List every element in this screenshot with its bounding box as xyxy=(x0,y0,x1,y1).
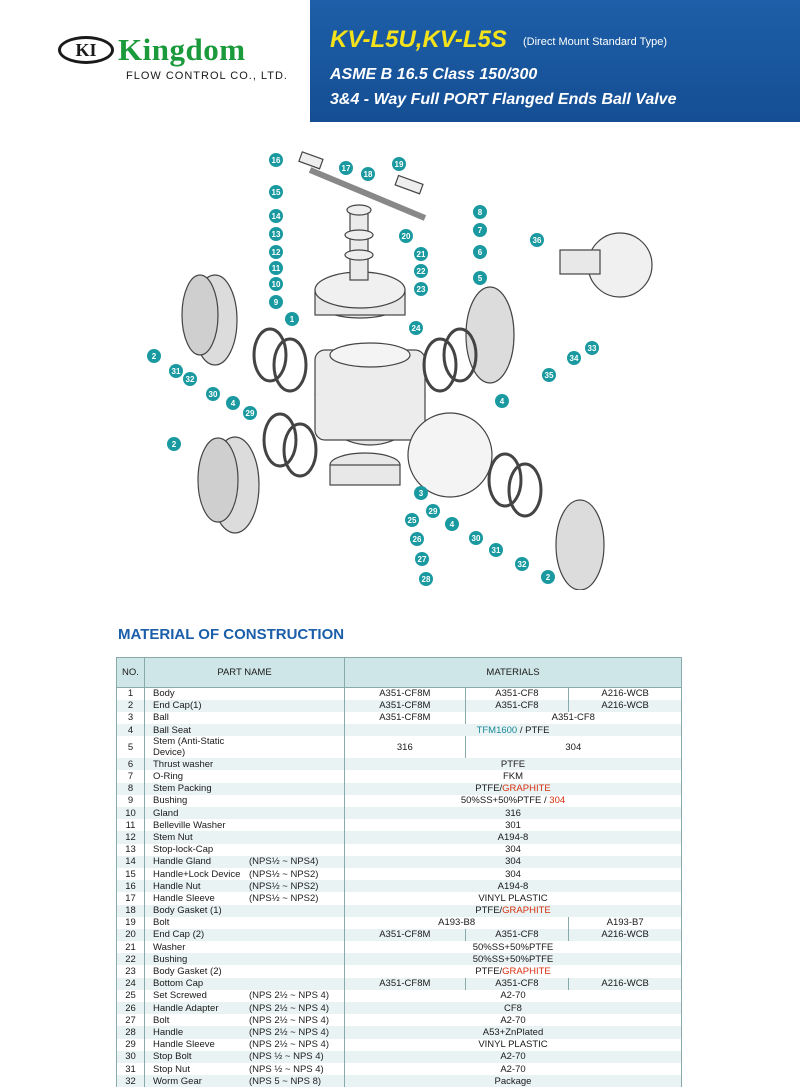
svg-text:5: 5 xyxy=(477,274,483,283)
row-part-name: Handle (NPS 2½ ~ NPS 4) xyxy=(145,1026,345,1038)
row-part-name: Handle Sleeve (NPS½ ~ NPS2) xyxy=(145,892,345,904)
row-part-name: Stem (Anti-Static Device) xyxy=(145,736,345,758)
table-row xyxy=(117,1051,682,1063)
svg-text:19: 19 xyxy=(394,160,404,169)
row-material: A194-8 xyxy=(345,831,682,843)
table-row xyxy=(117,783,682,795)
svg-text:4: 4 xyxy=(499,397,505,406)
row-material: A216-WCB xyxy=(569,688,682,700)
svg-text:22: 22 xyxy=(416,267,426,276)
row-part-name: Ball xyxy=(145,712,345,724)
row-material: A351-CF8 xyxy=(465,700,569,712)
table-row xyxy=(117,929,682,941)
row-part-name: Bushing xyxy=(145,953,345,965)
row-number: 12 xyxy=(117,831,145,843)
svg-text:21: 21 xyxy=(416,250,426,259)
svg-text:17: 17 xyxy=(341,164,351,173)
row-number: 21 xyxy=(117,941,145,953)
table-row xyxy=(117,1014,682,1026)
svg-text:30: 30 xyxy=(471,534,481,543)
row-material: PTFE/GRAPHITE xyxy=(345,965,682,977)
logo-ki-mark: KI xyxy=(58,36,114,64)
svg-text:26: 26 xyxy=(412,535,422,544)
row-material: A193-B8 xyxy=(345,917,569,929)
row-material: A351-CF8M xyxy=(345,700,466,712)
row-material: A351-CF8M xyxy=(345,929,466,941)
row-part-name: End Cap(1) xyxy=(145,700,345,712)
row-part-name: Belleville Washer xyxy=(145,819,345,831)
svg-text:3: 3 xyxy=(418,489,424,498)
table-row xyxy=(117,917,682,929)
exploded-view-diagram xyxy=(140,150,660,590)
row-number: 10 xyxy=(117,807,145,819)
table-row xyxy=(117,965,682,977)
svg-text:7: 7 xyxy=(477,226,483,235)
row-number: 23 xyxy=(117,965,145,977)
row-part-name: Stem Nut xyxy=(145,831,345,843)
row-part-name: Thrust washer xyxy=(145,758,345,770)
svg-text:18: 18 xyxy=(363,170,373,179)
row-material: PTFE/GRAPHITE xyxy=(345,783,682,795)
row-number: 19 xyxy=(117,917,145,929)
row-number: 9 xyxy=(117,795,145,807)
svg-text:29: 29 xyxy=(245,409,255,418)
row-material: A216-WCB xyxy=(569,700,682,712)
row-number: 29 xyxy=(117,1039,145,1051)
header-no: NO. xyxy=(117,658,145,688)
row-material: 50%SS+50%PTFE xyxy=(345,941,682,953)
svg-text:32: 32 xyxy=(517,560,527,569)
row-material: 316 xyxy=(345,807,682,819)
row-part-name: Bushing xyxy=(145,795,345,807)
row-number: 18 xyxy=(117,905,145,917)
table-row xyxy=(117,736,682,758)
table-row xyxy=(117,1039,682,1051)
row-material: A2-70 xyxy=(345,1063,682,1075)
row-material: A351-CF8M xyxy=(345,978,466,990)
row-material: A194-8 xyxy=(345,880,682,892)
row-number: 32 xyxy=(117,1075,145,1087)
spec-subtitle: ASME B 16.5 Class 150/300 xyxy=(330,66,538,83)
table-row xyxy=(117,1063,682,1075)
table-row xyxy=(117,953,682,965)
row-part-name: Gland xyxy=(145,807,345,819)
row-number: 22 xyxy=(117,953,145,965)
row-material: VINYL PLASTIC xyxy=(345,892,682,904)
table-row xyxy=(117,795,682,807)
row-number: 2 xyxy=(117,700,145,712)
logo-subtitle: FLOW CONTROL CO., LTD. xyxy=(126,70,288,82)
table-row xyxy=(117,1026,682,1038)
row-number: 24 xyxy=(117,978,145,990)
row-material: 50%SS+50%PTFE xyxy=(345,953,682,965)
row-part-name: Washer xyxy=(145,941,345,953)
row-part-name: Stop Bolt (NPS ½ ~ NPS 4) xyxy=(145,1051,345,1063)
row-part-name: Bolt (NPS 2½ ~ NPS 4) xyxy=(145,1014,345,1026)
row-number: 7 xyxy=(117,770,145,782)
row-part-name: Set Screwed (NPS 2½ ~ NPS 4) xyxy=(145,990,345,1002)
svg-text:33: 33 xyxy=(587,344,597,353)
row-material: A216-WCB xyxy=(569,929,682,941)
table-header-row xyxy=(117,658,682,688)
svg-text:11: 11 xyxy=(271,264,281,273)
row-number: 27 xyxy=(117,1014,145,1026)
row-part-name: Body Gasket (2) xyxy=(145,965,345,977)
row-material: 304 xyxy=(465,736,681,758)
row-material: 304 xyxy=(345,868,682,880)
table-row xyxy=(117,844,682,856)
row-material: 304 xyxy=(345,844,682,856)
svg-text:1: 1 xyxy=(289,315,295,324)
svg-text:12: 12 xyxy=(271,248,281,257)
row-material: PTFE/GRAPHITE xyxy=(345,905,682,917)
svg-text:16: 16 xyxy=(271,156,281,165)
product-subtitle: 3&4 - Way Full PORT Flanged Ends Ball Valve xyxy=(330,91,677,108)
table-row xyxy=(117,831,682,843)
table-row xyxy=(117,1002,682,1014)
row-part-name: Stem Packing xyxy=(145,783,345,795)
table-row xyxy=(117,712,682,724)
svg-text:31: 31 xyxy=(171,367,181,376)
svg-text:30: 30 xyxy=(208,390,218,399)
row-material: A351-CF8M xyxy=(345,712,466,724)
row-number: 1 xyxy=(117,688,145,700)
row-number: 11 xyxy=(117,819,145,831)
svg-text:24: 24 xyxy=(411,324,421,333)
row-material: CF8 xyxy=(345,1002,682,1014)
table-row xyxy=(117,700,682,712)
row-part-name: Body Gasket (1) xyxy=(145,905,345,917)
row-number: 3 xyxy=(117,712,145,724)
svg-text:35: 35 xyxy=(544,371,554,380)
svg-text:20: 20 xyxy=(401,232,411,241)
row-number: 13 xyxy=(117,844,145,856)
row-number: 20 xyxy=(117,929,145,941)
row-material: A351-CF8 xyxy=(465,978,569,990)
header-materials: MATERIALS xyxy=(345,658,682,688)
svg-text:32: 32 xyxy=(185,375,195,384)
row-material: VINYL PLASTIC xyxy=(345,1039,682,1051)
row-number: 4 xyxy=(117,724,145,736)
row-material: Package xyxy=(345,1075,682,1087)
table-row xyxy=(117,941,682,953)
row-part-name: Handle Nut (NPS½ ~ NPS2) xyxy=(145,880,345,892)
svg-text:14: 14 xyxy=(271,212,281,221)
row-material: A2-70 xyxy=(345,1051,682,1063)
row-number: 15 xyxy=(117,868,145,880)
row-material: A2-70 xyxy=(345,990,682,1002)
row-part-name: Ball Seat xyxy=(145,724,345,736)
model-note: (Direct Mount Standard Type) xyxy=(523,36,668,48)
row-number: 8 xyxy=(117,783,145,795)
row-part-name: Stop Nut (NPS ½ ~ NPS 4) xyxy=(145,1063,345,1075)
header-part-name: PART NAME xyxy=(145,658,345,688)
table-row xyxy=(117,856,682,868)
table-row xyxy=(117,892,682,904)
svg-text:27: 27 xyxy=(417,555,427,564)
header-banner xyxy=(0,0,800,122)
row-material: A216-WCB xyxy=(569,978,682,990)
table-row xyxy=(117,819,682,831)
row-number: 14 xyxy=(117,856,145,868)
row-material: A53+ZnPlated xyxy=(345,1026,682,1038)
row-part-name: End Cap (2) xyxy=(145,929,345,941)
row-material: 304 xyxy=(345,856,682,868)
svg-text:36: 36 xyxy=(532,236,542,245)
row-material: PTFE xyxy=(345,758,682,770)
row-material: FKM xyxy=(345,770,682,782)
svg-text:13: 13 xyxy=(271,230,281,239)
row-material: TFM1600 / PTFE xyxy=(345,724,682,736)
row-number: 25 xyxy=(117,990,145,1002)
row-material: A351-CF8 xyxy=(465,712,681,724)
table-row xyxy=(117,880,682,892)
row-part-name: O-Ring xyxy=(145,770,345,782)
row-part-name: Body xyxy=(145,688,345,700)
row-material: A351-CF8 xyxy=(465,688,569,700)
svg-text:31: 31 xyxy=(491,546,501,555)
row-part-name: Bolt xyxy=(145,917,345,929)
row-number: 30 xyxy=(117,1051,145,1063)
table-row xyxy=(117,905,682,917)
section-title: MATERIAL OF CONSTRUCTION xyxy=(118,626,345,643)
row-part-name: Stop-lock-Cap xyxy=(145,844,345,856)
row-material: A193-B7 xyxy=(569,917,682,929)
svg-text:2: 2 xyxy=(545,573,551,582)
table-row xyxy=(117,688,682,700)
logo-name: Kingdom xyxy=(118,32,246,67)
table-row xyxy=(117,978,682,990)
svg-text:8: 8 xyxy=(477,208,483,217)
row-number: 17 xyxy=(117,892,145,904)
table-row xyxy=(117,770,682,782)
svg-text:2: 2 xyxy=(171,440,177,449)
row-part-name: Handle Sleeve (NPS 2½ ~ NPS 4) xyxy=(145,1039,345,1051)
svg-text:4: 4 xyxy=(449,520,455,529)
svg-text:9: 9 xyxy=(273,298,279,307)
table-row xyxy=(117,868,682,880)
table-row xyxy=(117,1075,682,1087)
row-material: 50%SS+50%PTFE / 304 xyxy=(345,795,682,807)
svg-text:29: 29 xyxy=(428,507,438,516)
svg-text:4: 4 xyxy=(230,399,236,408)
svg-text:23: 23 xyxy=(416,285,426,294)
row-number: 5 xyxy=(117,736,145,758)
row-number: 28 xyxy=(117,1026,145,1038)
table-row xyxy=(117,758,682,770)
model-number: KV-L5U,KV-L5S xyxy=(330,26,507,53)
svg-text:10: 10 xyxy=(271,280,281,289)
logo-area xyxy=(0,0,310,122)
row-part-name: Worm Gear (NPS 5 ~ NPS 8) xyxy=(145,1075,345,1087)
row-number: 31 xyxy=(117,1063,145,1075)
row-number: 16 xyxy=(117,880,145,892)
material-table xyxy=(116,657,682,1087)
table-row xyxy=(117,807,682,819)
svg-text:34: 34 xyxy=(569,354,579,363)
row-part-name: Handle+Lock Device (NPS½ ~ NPS2) xyxy=(145,868,345,880)
svg-text:25: 25 xyxy=(407,516,417,525)
row-number: 26 xyxy=(117,1002,145,1014)
table-row xyxy=(117,724,682,736)
row-number: 6 xyxy=(117,758,145,770)
row-part-name: Bottom Cap xyxy=(145,978,345,990)
svg-text:15: 15 xyxy=(271,188,281,197)
svg-text:6: 6 xyxy=(477,248,483,257)
table-row xyxy=(117,990,682,1002)
row-material: A351-CF8 xyxy=(465,929,569,941)
row-part-name: Handle Adapter (NPS 2½ ~ NPS 4) xyxy=(145,1002,345,1014)
row-material: A2-70 xyxy=(345,1014,682,1026)
svg-text:28: 28 xyxy=(421,575,431,584)
row-material: 301 xyxy=(345,819,682,831)
row-part-name: Handle Gland (NPS½ ~ NPS4) xyxy=(145,856,345,868)
row-material: A351-CF8M xyxy=(345,688,466,700)
row-material: 316 xyxy=(345,736,466,758)
svg-text:2: 2 xyxy=(151,352,157,361)
